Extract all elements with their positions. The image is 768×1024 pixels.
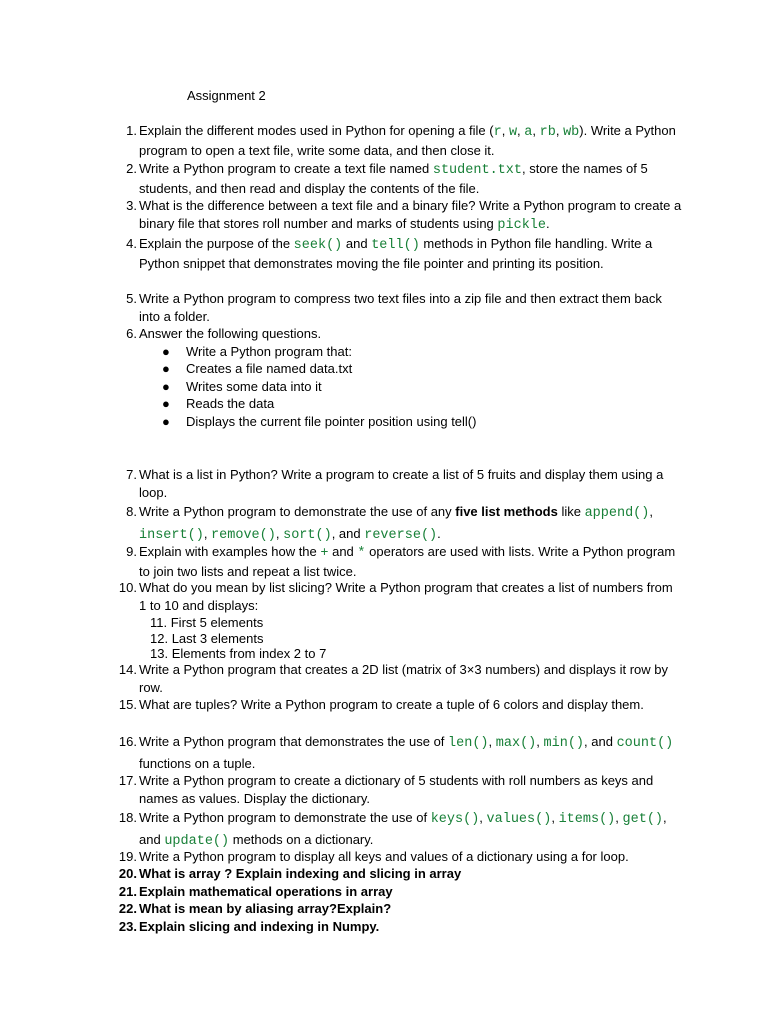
question-number: 3. [126, 198, 137, 213]
question-number: 8. [126, 504, 137, 519]
bullet-item: ● Write a Python program that: [162, 344, 352, 359]
question-21: 21. Explain mathematical operations in array [112, 883, 682, 901]
question-5: 5. Write a Python program to compress two text files into a zip file and then extract them back into a folder. [112, 290, 682, 325]
question-number: 7. [126, 467, 137, 482]
question-number: 5. [126, 291, 137, 306]
question-number: 16. [118, 734, 137, 749]
question-number: 1. [126, 123, 137, 138]
question-number: 20. [118, 866, 137, 881]
question-3: 3. What is the difference between a text file and a binary file? Write a Python program to create a binary file that stores roll number and marks of students using pickle. [112, 197, 682, 234]
question-22: 22. What is mean by aliasing array?Explain? [112, 900, 682, 918]
question-number: 21. [118, 884, 137, 899]
sub-list-item: 13. Elements from index 2 to 7 [150, 646, 327, 661]
bullet-item: ● Displays the current file pointer position using tell() [162, 414, 477, 429]
question-20: 20. What is array ? Explain indexing and slicing in array [112, 865, 682, 883]
question-17: 17. Write a Python program to create a dictionary of 5 students with roll numbers as keys and names as values. Display the dictionary. [112, 772, 682, 807]
question-23: 23. Explain slicing and indexing in Numpy. [112, 918, 682, 936]
question-number: 22. [118, 901, 137, 916]
question-number: 17. [118, 773, 137, 788]
question-number: 14. [118, 662, 137, 677]
question-number: 18. [118, 810, 137, 825]
question-7: 7. What is a list in Python? Write a program to create a list of 5 fruits and display them using a loop. [112, 466, 682, 501]
question-14: 14. Write a Python program that creates a 2D list (matrix of 3×3 numbers) and displays it row by row. [112, 661, 682, 696]
bullet-item: ● Writes some data into it [162, 379, 322, 394]
sub-list-item: 12. Last 3 elements [150, 631, 264, 646]
question-10: 10. What do you mean by list slicing? Write a Python program that creates a list of numbers from 1 to 10 and displays: [112, 579, 682, 614]
question-number: 6. [126, 326, 137, 341]
question-16: 16. Write a Python program that demonstrates the use of len(), max(), min(), and count() functions on a tuple. [112, 732, 682, 774]
question-9: 9. Explain with examples how the + and * operators are used with lists. Write a Python program to join two lists and repeat a list twice. [112, 543, 682, 580]
bullet-item: ● Reads the data [162, 396, 275, 411]
question-number: 19. [118, 849, 137, 864]
question-number: 15. [118, 697, 137, 712]
question-15: 15. What are tuples? Write a Python program to create a tuple of 6 colors and display them. [112, 696, 682, 714]
question-8: 8. Write a Python program to demonstrate the use of any five list methods like append(), insert(), remove(), sort(), and reverse(). [112, 502, 682, 546]
question-18: 18. Write a Python program to demonstrate the use of keys(), values(), items(), get(), and update() methods on a dictionary. [112, 808, 682, 852]
question-4: 4. Explain the purpose of the seek() and tell() methods in Python file handling. Write a Python snippet that demonstrates moving the file pointer and printing its position. [112, 235, 682, 272]
sub-list-item: 11. First 5 elements [150, 615, 264, 630]
question-number: 23. [118, 919, 137, 934]
question-number: 9. [126, 544, 137, 559]
question-19: 19. Write a Python program to display all keys and values of a dictionary using a for loop. [112, 848, 682, 866]
question-2: 2. Write a Python program to create a text file named student.txt, store the names of 5 students, and then read and display the contents of the file. [112, 160, 682, 197]
question-number: 2. [126, 161, 137, 176]
bullet-item: ● Creates a file named data.txt [162, 361, 353, 376]
question-number: 10. [118, 580, 137, 595]
question-number: 4. [126, 236, 137, 251]
question-1: 1. Explain the different modes used in Python for opening a file (r, w, a, rb, wb). Write a Python program to open a text file, write some data, and then close it. [112, 122, 682, 159]
question-6: 6. Answer the following questions. [112, 325, 682, 343]
assignment-title: Assignment 2 [187, 88, 266, 103]
